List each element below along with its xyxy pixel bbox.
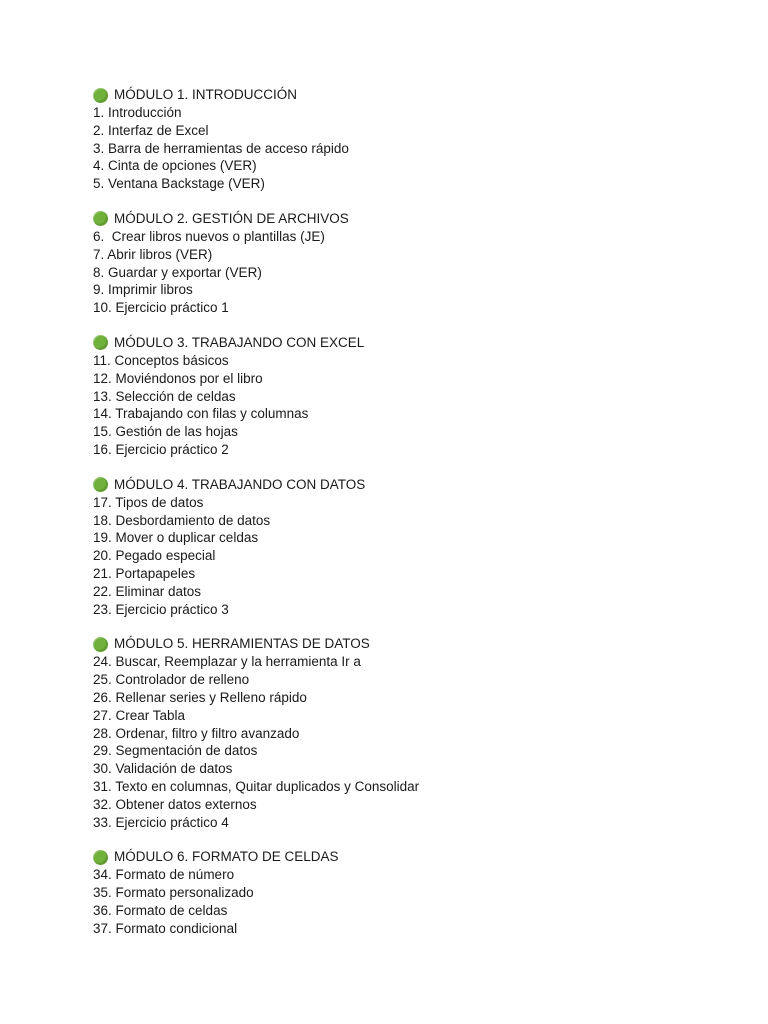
- lesson-item: 34. Formato de número: [93, 867, 235, 883]
- lesson-item: 19. Mover o duplicar celdas: [93, 530, 259, 546]
- lesson-item: 11. Conceptos básicos: [93, 352, 229, 368]
- lesson-item: 22. Eliminar datos: [93, 583, 202, 599]
- module-section: [93, 635, 733, 831]
- lesson-item: 17. Tipos de datos: [93, 494, 204, 510]
- lesson-item: 33. Ejercicio práctico 4: [93, 814, 229, 830]
- lesson-item: 6. Crear libros nuevos o plantillas (JE): [93, 228, 325, 244]
- lesson-item: 30. Validación de datos: [93, 761, 233, 777]
- lesson-item: 9. Imprimir libros: [93, 282, 193, 298]
- module-header: [93, 86, 733, 104]
- lesson-item: 24. Buscar, Reemplazar y la herramienta Ir a: [93, 654, 361, 670]
- lesson-item: 8. Guardar y exportar (VER): [93, 264, 262, 280]
- lesson-item: 14. Trabajando con filas y columnas: [93, 406, 309, 422]
- green-circle-icon: [93, 211, 108, 226]
- lesson-item: 26. Rellenar series y Relleno rápido: [93, 689, 307, 705]
- lesson-item: 31. Texto en columnas, Quitar duplicados y Consolidar: [93, 778, 420, 794]
- lesson-item: 37. Formato condicional: [93, 920, 238, 936]
- green-circle-icon: [93, 637, 108, 652]
- module-header: [93, 848, 733, 866]
- module-header: [93, 334, 733, 352]
- lesson-item: 12. Moviéndonos por el libro: [93, 370, 263, 386]
- lesson-item: 2. Interfaz de Excel: [93, 122, 209, 138]
- lesson-item: 10. Ejercicio práctico 1: [93, 300, 229, 316]
- lesson-item: 36. Formato de celdas: [93, 902, 228, 918]
- lesson-item: 29. Segmentación de datos: [93, 743, 258, 759]
- lesson-item: 28. Ordenar, filtro y filtro avanzado: [93, 725, 300, 741]
- module-section: [93, 848, 733, 937]
- lesson-item: 1. Introducción: [93, 105, 182, 120]
- lesson-item: 13. Selección de celdas: [93, 388, 236, 404]
- lesson-list: [93, 352, 733, 459]
- lesson-item: 23. Ejercicio práctico 3: [93, 601, 229, 617]
- module-title: MÓDULO 6. FORMATO DE CELDAS: [114, 849, 339, 865]
- green-circle-icon: [93, 335, 108, 350]
- lesson-list: [93, 104, 733, 193]
- lesson-item: 5. Ventana Backstage (VER): [93, 176, 265, 192]
- module-section: [93, 86, 733, 193]
- lesson-list: [93, 653, 733, 831]
- lesson-item: 7. Abrir libros (VER): [93, 246, 213, 262]
- lesson-item: 4. Cinta de opciones (VER): [93, 158, 257, 174]
- lesson-item: 3. Barra de herramientas de acceso rápido: [93, 140, 349, 156]
- module-header: [93, 210, 733, 228]
- lesson-list: [93, 494, 733, 619]
- module-title: MÓDULO 2. GESTIÓN DE ARCHIVOS: [114, 210, 349, 226]
- lesson-list: [93, 866, 733, 937]
- lesson-list: [93, 228, 733, 317]
- lesson-item: 25. Controlador de relleno: [93, 672, 250, 688]
- module-header: [93, 635, 733, 653]
- course-outline: [93, 86, 733, 954]
- lesson-item: 18. Desbordamiento de datos: [93, 512, 271, 528]
- module-section: [93, 476, 733, 619]
- module-title: MÓDULO 1. INTRODUCCIÓN: [114, 87, 298, 102]
- lesson-item: 16. Ejercicio práctico 2: [93, 441, 229, 457]
- module-title: MÓDULO 5. HERRAMIENTAS DE DATOS: [114, 636, 370, 652]
- lesson-item: 27. Crear Tabla: [93, 707, 186, 723]
- module-header: [93, 476, 733, 494]
- lesson-item: 15. Gestión de las hojas: [93, 424, 238, 440]
- module-title: MÓDULO 3. TRABAJANDO CON EXCEL: [114, 334, 365, 350]
- module-section: [93, 210, 733, 317]
- lesson-item: 21. Portapapeles: [93, 565, 196, 581]
- module-section: [93, 334, 733, 459]
- lesson-item: 35. Formato personalizado: [93, 885, 254, 901]
- green-circle-icon: [93, 88, 108, 103]
- green-circle-icon: [93, 850, 108, 865]
- green-circle-icon: [93, 477, 108, 492]
- lesson-item: 32. Obtener datos externos: [93, 796, 257, 812]
- module-title: MÓDULO 4. TRABAJANDO CON DATOS: [114, 476, 366, 492]
- lesson-item: 20. Pegado especial: [93, 548, 216, 564]
